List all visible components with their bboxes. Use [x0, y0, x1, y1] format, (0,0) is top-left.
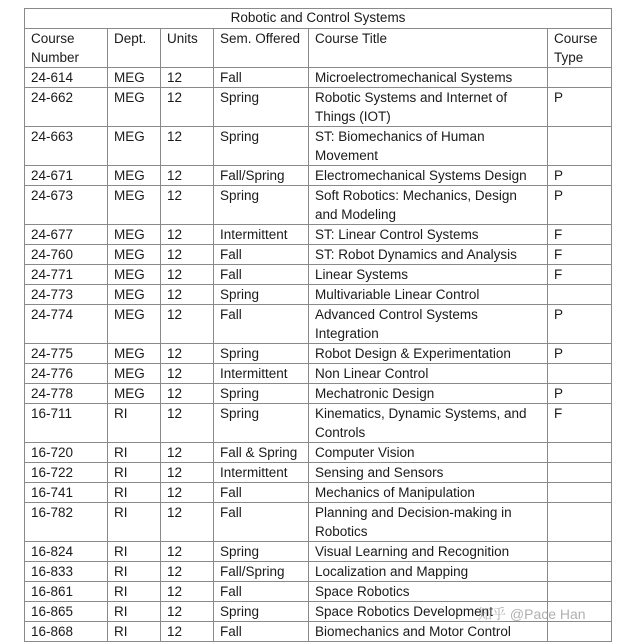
cell-course-number: 24-776 — [25, 364, 108, 384]
table-row — [25, 364, 612, 384]
course-table — [24, 8, 612, 642]
cell-course-title: Robot Design & Experimentation — [309, 344, 548, 364]
cell-dept: MEG — [108, 127, 161, 166]
cell-units: 12 — [161, 542, 214, 562]
cell-units: 12 — [161, 463, 214, 483]
cell-dept: MEG — [108, 364, 161, 384]
cell-course-title: Biomechanics and Motor Control — [309, 622, 548, 642]
cell-units: 12 — [161, 265, 214, 285]
cell-course-type: F — [548, 404, 612, 443]
table-row — [25, 622, 612, 642]
cell-course-type — [548, 483, 612, 503]
cell-dept: MEG — [108, 245, 161, 265]
cell-course-number: 16-782 — [25, 503, 108, 542]
cell-dept: RI — [108, 483, 161, 503]
cell-dept: RI — [108, 582, 161, 602]
cell-course-title: ST: Biomechanics of Human Movement — [309, 127, 548, 166]
cell-course-number: 16-833 — [25, 562, 108, 582]
cell-course-title: Space Robotics — [309, 582, 548, 602]
cell-sem-offered: Fall — [214, 483, 309, 503]
cell-course-type — [548, 562, 612, 582]
cell-units: 12 — [161, 602, 214, 622]
cell-course-number: 16-711 — [25, 404, 108, 443]
cell-course-title: Mechanics of Manipulation — [309, 483, 548, 503]
cell-units: 12 — [161, 622, 214, 642]
header-units: Units — [161, 29, 214, 68]
cell-dept: RI — [108, 542, 161, 562]
table-row — [25, 88, 612, 127]
cell-sem-offered: Spring — [214, 542, 309, 562]
cell-course-title: Computer Vision — [309, 443, 548, 463]
cell-course-number: 24-662 — [25, 88, 108, 127]
table-row — [25, 503, 612, 542]
table-row — [25, 542, 612, 562]
cell-units: 12 — [161, 305, 214, 344]
cell-course-number: 16-868 — [25, 622, 108, 642]
table-row — [25, 225, 612, 245]
table-row — [25, 305, 612, 344]
cell-sem-offered: Fall — [214, 305, 309, 344]
header-course-type: Course Type — [548, 29, 612, 68]
cell-course-title: Robotic Systems and Internet of Things (IOT) — [309, 88, 548, 127]
cell-dept: MEG — [108, 225, 161, 245]
cell-units: 12 — [161, 225, 214, 245]
cell-dept: MEG — [108, 166, 161, 186]
cell-course-number: 24-673 — [25, 186, 108, 225]
cell-course-title: Soft Robotics: Mechanics, Design and Modeling — [309, 186, 548, 225]
table-title: Robotic and Control Systems — [25, 9, 612, 29]
cell-course-title: Space Robotics Development — [309, 602, 548, 622]
cell-sem-offered: Fall — [214, 68, 309, 88]
cell-units: 12 — [161, 285, 214, 305]
cell-course-title: ST: Robot Dynamics and Analysis — [309, 245, 548, 265]
cell-sem-offered: Fall/Spring — [214, 562, 309, 582]
cell-course-number: 16-722 — [25, 463, 108, 483]
cell-course-type — [548, 68, 612, 88]
cell-course-number: 16-741 — [25, 483, 108, 503]
cell-course-number: 24-760 — [25, 245, 108, 265]
cell-dept: RI — [108, 562, 161, 582]
header-course-title: Course Title — [309, 29, 548, 68]
table-title-row — [25, 9, 612, 29]
table-row — [25, 344, 612, 364]
cell-course-title: Visual Learning and Recognition — [309, 542, 548, 562]
cell-course-title: ST: Linear Control Systems — [309, 225, 548, 245]
cell-dept: RI — [108, 463, 161, 483]
table-row — [25, 582, 612, 602]
cell-units: 12 — [161, 503, 214, 542]
cell-course-type: P — [548, 344, 612, 364]
cell-course-type — [548, 503, 612, 542]
table-row — [25, 186, 612, 225]
cell-course-title: Linear Systems — [309, 265, 548, 285]
cell-sem-offered: Intermittent — [214, 225, 309, 245]
cell-units: 12 — [161, 166, 214, 186]
cell-sem-offered: Spring — [214, 384, 309, 404]
table-row — [25, 562, 612, 582]
cell-course-number: 16-720 — [25, 443, 108, 463]
cell-dept: MEG — [108, 384, 161, 404]
cell-sem-offered: Fall — [214, 265, 309, 285]
table-row — [25, 404, 612, 443]
table-header-row — [25, 29, 612, 68]
cell-course-title: Planning and Decision-making in Robotics — [309, 503, 548, 542]
cell-units: 12 — [161, 68, 214, 88]
cell-course-type — [548, 582, 612, 602]
table-row — [25, 127, 612, 166]
cell-sem-offered: Intermittent — [214, 364, 309, 384]
cell-units: 12 — [161, 127, 214, 166]
header-dept: Dept. — [108, 29, 161, 68]
cell-course-title: Kinematics, Dynamic Systems, and Controls — [309, 404, 548, 443]
cell-course-title: Sensing and Sensors — [309, 463, 548, 483]
cell-course-title: Multivariable Linear Control — [309, 285, 548, 305]
cell-sem-offered: Spring — [214, 186, 309, 225]
cell-sem-offered: Fall & Spring — [214, 443, 309, 463]
cell-units: 12 — [161, 186, 214, 225]
cell-course-type: P — [548, 88, 612, 127]
cell-sem-offered: Fall — [214, 622, 309, 642]
cell-course-type — [548, 285, 612, 305]
header-sem-offered: Sem. Offered — [214, 29, 309, 68]
cell-course-title: Advanced Control Systems Integration — [309, 305, 548, 344]
table-row — [25, 443, 612, 463]
table-row — [25, 285, 612, 305]
table-row — [25, 68, 612, 88]
cell-course-type: P — [548, 384, 612, 404]
table-row — [25, 483, 612, 503]
cell-course-number: 16-865 — [25, 602, 108, 622]
cell-sem-offered: Spring — [214, 285, 309, 305]
table-row — [25, 245, 612, 265]
cell-course-title: Localization and Mapping — [309, 562, 548, 582]
cell-dept: RI — [108, 602, 161, 622]
cell-dept: MEG — [108, 285, 161, 305]
cell-course-number: 24-775 — [25, 344, 108, 364]
cell-course-type: F — [548, 265, 612, 285]
cell-course-number: 24-677 — [25, 225, 108, 245]
course-table-container — [24, 8, 611, 642]
cell-units: 12 — [161, 404, 214, 443]
cell-course-number: 24-663 — [25, 127, 108, 166]
cell-dept: MEG — [108, 265, 161, 285]
cell-dept: MEG — [108, 68, 161, 88]
cell-sem-offered: Spring — [214, 344, 309, 364]
cell-course-type — [548, 463, 612, 483]
cell-course-type: P — [548, 186, 612, 225]
cell-units: 12 — [161, 344, 214, 364]
cell-units: 12 — [161, 562, 214, 582]
cell-course-type — [548, 622, 612, 642]
cell-course-number: 24-771 — [25, 265, 108, 285]
table-row — [25, 384, 612, 404]
cell-sem-offered: Fall — [214, 245, 309, 265]
cell-course-type: F — [548, 245, 612, 265]
cell-dept: RI — [108, 503, 161, 542]
cell-dept: RI — [108, 404, 161, 443]
cell-dept: MEG — [108, 344, 161, 364]
cell-dept: MEG — [108, 88, 161, 127]
watermark-text: 知乎 @Pace Han — [478, 606, 586, 622]
cell-sem-offered: Spring — [214, 602, 309, 622]
cell-course-type: F — [548, 225, 612, 245]
cell-course-number: 24-773 — [25, 285, 108, 305]
cell-units: 12 — [161, 245, 214, 265]
header-course-number: Course Number — [25, 29, 108, 68]
table-row — [25, 602, 612, 622]
cell-dept: MEG — [108, 186, 161, 225]
cell-course-number: 16-861 — [25, 582, 108, 602]
cell-course-type — [548, 602, 612, 622]
cell-course-number: 24-778 — [25, 384, 108, 404]
cell-course-number: 16-824 — [25, 542, 108, 562]
cell-course-type: P — [548, 305, 612, 344]
cell-dept: RI — [108, 443, 161, 463]
cell-units: 12 — [161, 443, 214, 463]
cell-course-type: P — [548, 166, 612, 186]
cell-sem-offered: Spring — [214, 88, 309, 127]
cell-units: 12 — [161, 88, 214, 127]
cell-dept: MEG — [108, 305, 161, 344]
cell-units: 12 — [161, 364, 214, 384]
table-row — [25, 463, 612, 483]
cell-dept: RI — [108, 622, 161, 642]
cell-course-type — [548, 364, 612, 384]
cell-units: 12 — [161, 483, 214, 503]
table-row — [25, 166, 612, 186]
course-rows — [25, 68, 612, 642]
cell-sem-offered: Fall — [214, 582, 309, 602]
cell-units: 12 — [161, 582, 214, 602]
cell-sem-offered: Fall/Spring — [214, 166, 309, 186]
cell-course-type — [548, 542, 612, 562]
table-row — [25, 265, 612, 285]
cell-course-type — [548, 443, 612, 463]
cell-course-title: Electromechanical Systems Design — [309, 166, 548, 186]
cell-sem-offered: Fall — [214, 503, 309, 542]
cell-course-title: Microelectromechanical Systems — [309, 68, 548, 88]
cell-sem-offered: Spring — [214, 404, 309, 443]
cell-sem-offered: Spring — [214, 127, 309, 166]
cell-course-type — [548, 127, 612, 166]
cell-units: 12 — [161, 384, 214, 404]
cell-course-number: 24-774 — [25, 305, 108, 344]
cell-course-title: Mechatronic Design — [309, 384, 548, 404]
cell-course-number: 24-614 — [25, 68, 108, 88]
cell-sem-offered: Intermittent — [214, 463, 309, 483]
cell-course-title: Non Linear Control — [309, 364, 548, 384]
cell-course-number: 24-671 — [25, 166, 108, 186]
